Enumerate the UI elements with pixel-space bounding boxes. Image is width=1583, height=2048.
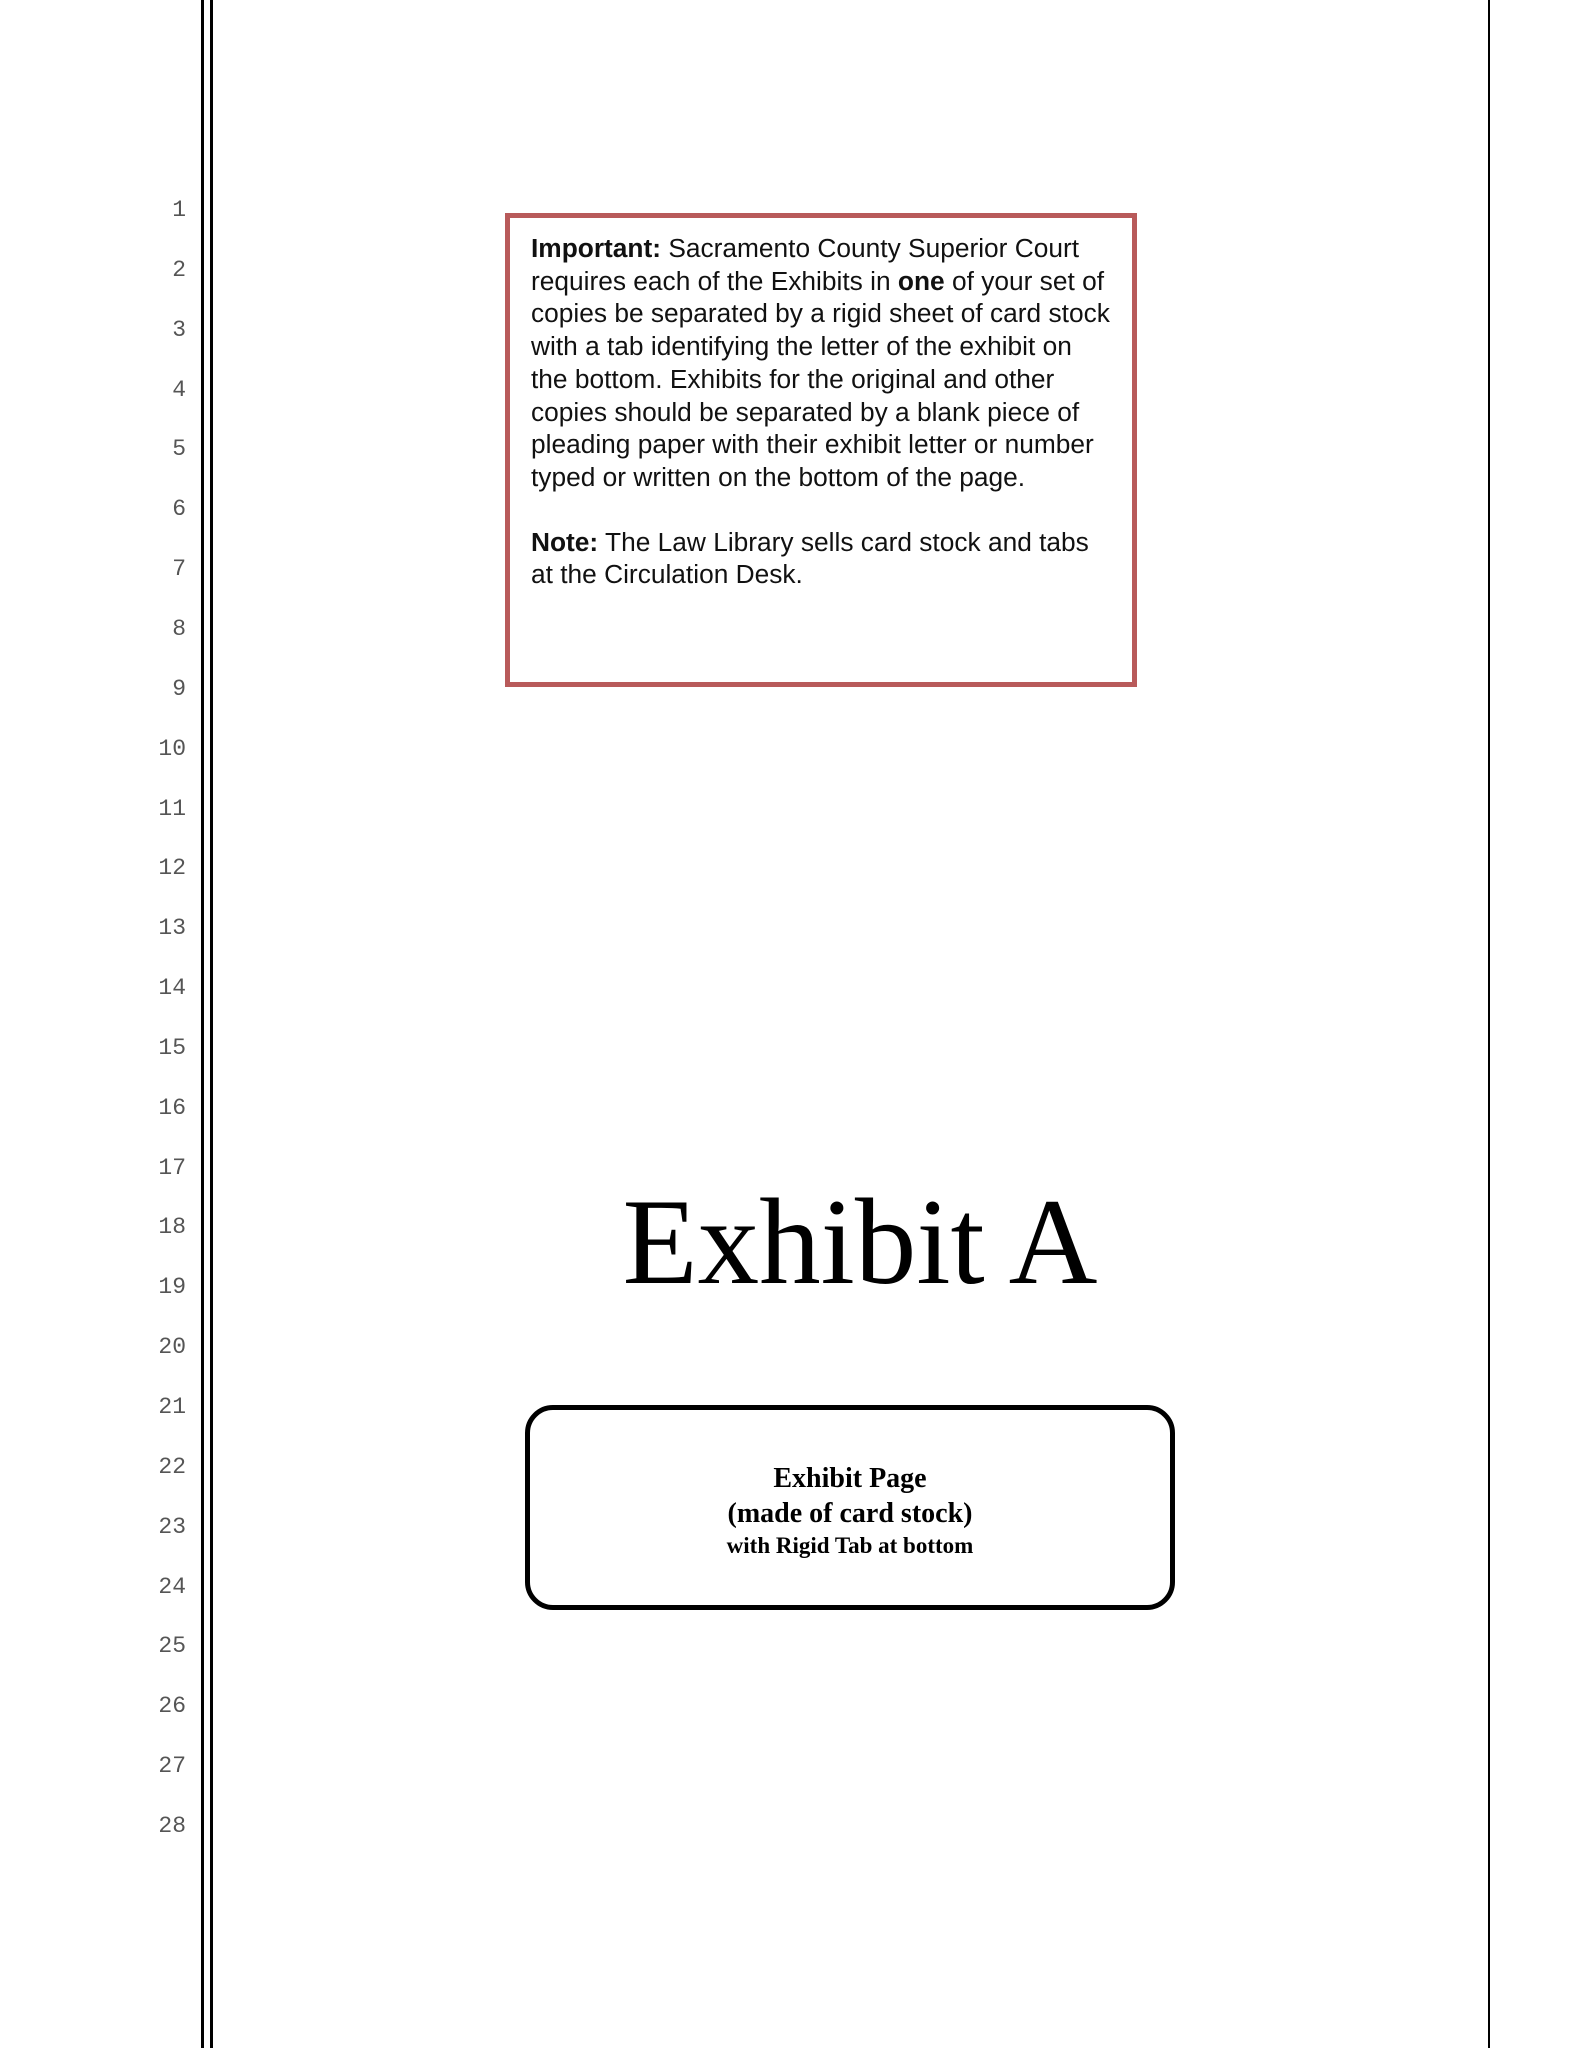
line-number: 14: [158, 975, 186, 1002]
line-number: 5: [172, 436, 186, 463]
line-number: 8: [172, 615, 186, 642]
line-number: 4: [172, 376, 186, 403]
line-number: 27: [158, 1753, 186, 1780]
line-number: 11: [158, 795, 186, 822]
margin-rule-left-outer: [201, 0, 204, 2048]
line-number: 9: [172, 675, 186, 702]
important-text-1: Sacramento County Superior Court requires each of the Exhibits in: [531, 233, 1080, 296]
exhibit-card-box: [525, 1405, 1175, 1610]
line-number: 21: [158, 1394, 186, 1420]
line-number: 20: [158, 1334, 186, 1361]
important-label: Important:: [531, 233, 662, 263]
important-text-2: of your set of copies be separated by a rigid sheet of card stock with a tab identifying the letter of the exhibit on the bottom. Exhibits for the original and other copies should be separated by a blank piece of pleading paper with their exhibit letter or number typed or written on the bottom of the page.: [531, 265, 1110, 492]
note-label: Note:: [531, 526, 599, 557]
exhibit-title: Exhibit A: [622, 1173, 1098, 1310]
card-line-1: Exhibit Page: [773, 1463, 927, 1494]
line-number: 7: [172, 556, 186, 583]
line-number: 6: [172, 496, 186, 523]
line-number: 13: [158, 915, 186, 942]
margin-rule-right: [1488, 0, 1490, 2048]
note-paragraph: [531, 526, 1112, 591]
line-number: 1: [172, 197, 186, 223]
line-number: 23: [158, 1513, 186, 1540]
card-line-2: (made of card stock): [727, 1498, 973, 1529]
note-text: The Law Library sells card stock and tabs at the Circulation Desk.: [531, 526, 1089, 590]
line-number: 22: [158, 1453, 186, 1480]
line-number: 26: [158, 1693, 186, 1720]
line-number: 3: [172, 316, 186, 343]
important-notice-box: [505, 213, 1137, 687]
important-emphasis: one: [897, 265, 945, 296]
line-number: 25: [158, 1633, 186, 1660]
line-number: 28: [158, 1812, 186, 1839]
line-number: 19: [158, 1274, 186, 1301]
margin-rule-left-inner: [210, 0, 213, 2048]
line-number: 16: [158, 1094, 186, 1121]
line-number: 15: [158, 1034, 186, 1061]
line-number: 10: [158, 735, 186, 762]
line-number: 12: [158, 855, 186, 882]
line-number: 18: [158, 1214, 186, 1241]
line-number: 17: [158, 1154, 186, 1181]
line-number: 24: [158, 1573, 186, 1600]
line-number: 2: [172, 256, 186, 283]
important-paragraph: [531, 232, 1112, 494]
card-line-3: with Rigid Tab at bottom: [726, 1533, 974, 1558]
